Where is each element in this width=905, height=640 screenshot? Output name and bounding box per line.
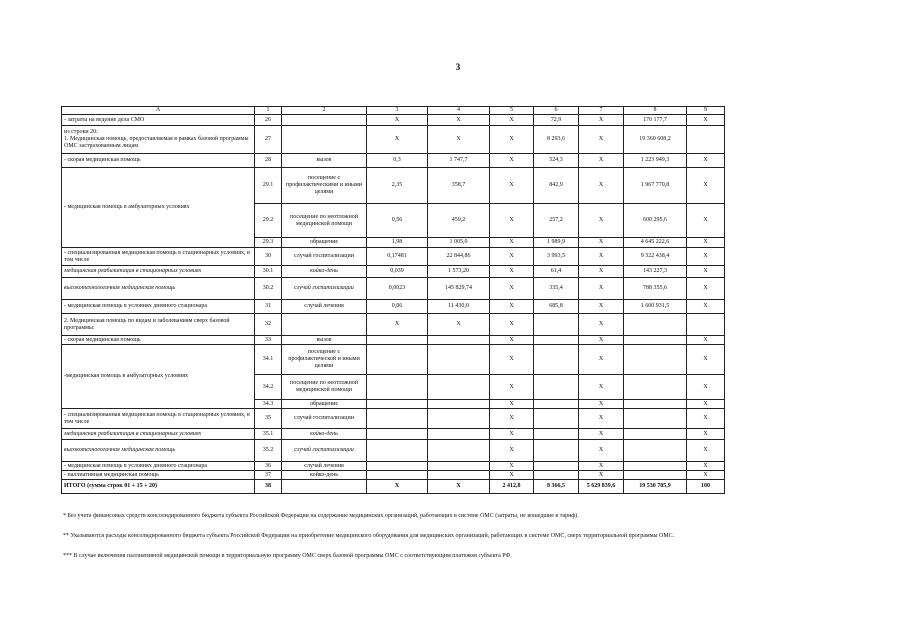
- row-number-cell: 28: [255, 154, 282, 168]
- value-cell-c7: Х: [579, 400, 624, 409]
- header-cell: 3: [367, 107, 428, 115]
- value-cell-c4: [428, 409, 490, 429]
- table-header-row: [62, 107, 725, 115]
- unit-cell: [282, 115, 367, 126]
- value-cell-c4: 1 005,0: [428, 238, 490, 248]
- value-cell-c7: Х: [579, 462, 624, 471]
- unit-cell: случай госпитализации: [282, 409, 367, 429]
- row-name-cell: медицинская реабилитация в стационарных условиях: [62, 429, 255, 440]
- value-cell-c9: Х: [687, 409, 725, 429]
- value-cell-c6: [534, 345, 579, 375]
- value-cell-c3: [367, 462, 428, 471]
- value-cell-c4: 22 844,86: [428, 248, 490, 266]
- row-name-cell: высокотехнологичная медицинская помощь: [62, 440, 255, 462]
- header-cell: 5: [490, 107, 534, 115]
- row-name-cell: - медицинская помощь в амбулаторных условиях: [62, 168, 255, 248]
- value-cell-c6: [534, 336, 579, 345]
- value-cell-c5: Х: [490, 278, 534, 300]
- value-cell-c6: [534, 409, 579, 429]
- value-cell-c3: Х: [367, 126, 428, 154]
- value-cell-c7: Х: [579, 375, 624, 400]
- value-cell-c7: Х: [579, 115, 624, 126]
- value-cell-c6: [534, 440, 579, 462]
- table-row: [62, 248, 725, 266]
- unit-cell: [282, 480, 367, 494]
- value-cell-c5: Х: [490, 409, 534, 429]
- unit-cell: обращение: [282, 400, 367, 409]
- value-cell-c4: [428, 345, 490, 375]
- value-cell-c3: [367, 345, 428, 375]
- value-cell-c9: Х: [687, 115, 725, 126]
- value-cell-c6: [534, 471, 579, 480]
- value-cell-c6: [534, 462, 579, 471]
- table-row: [62, 266, 725, 278]
- value-cell-c8: 19 360 608,2: [624, 126, 687, 154]
- value-cell-c5: Х: [490, 154, 534, 168]
- value-cell-c5: Х: [490, 115, 534, 126]
- value-cell-c8: [624, 375, 687, 400]
- value-cell-c4: 145 829,74: [428, 278, 490, 300]
- value-cell-c9: Х: [687, 429, 725, 440]
- value-cell-c7: Х: [579, 204, 624, 238]
- value-cell-c4: [428, 440, 490, 462]
- value-cell-c5: Х: [490, 204, 534, 238]
- footnote-3: *** В случае включения паллиативной медицинской помощи в территориальную программу ОМС сверх базовой программы ОМС с соответствующим платежом субъекта РФ.: [63, 553, 512, 559]
- value-cell-c7: Х: [579, 266, 624, 278]
- table-row: [62, 440, 725, 462]
- row-name-cell: - скорая медицинская помощь: [62, 336, 255, 345]
- value-cell-c3: 0,06: [367, 300, 428, 314]
- value-cell-c7: 5 629 839,6: [579, 480, 624, 494]
- value-cell-c6: 257,2: [534, 204, 579, 238]
- value-cell-c7: Х: [579, 278, 624, 300]
- value-cell-c8: [624, 314, 687, 336]
- value-cell-c8: [624, 429, 687, 440]
- value-cell-c8: 170 177,7: [624, 115, 687, 126]
- value-cell-c9: [687, 126, 725, 154]
- value-cell-c4: [428, 462, 490, 471]
- row-number-cell: 35: [255, 409, 282, 429]
- value-cell-c4: [428, 336, 490, 345]
- footnote-2: ** Указываются расходы консолидированного бюджета субъекта Российской Федерации на приобретение медицинского оборудования для медицинских организаций, работающих в системе ОМС, сверх территориальной программы ОМС.: [63, 533, 675, 539]
- row-name-cell: ИТОГО (сумма строк 01 + 15 + 20): [62, 480, 255, 494]
- row-number-cell: 32: [255, 314, 282, 336]
- value-cell-c8: [624, 462, 687, 471]
- value-cell-c9: Х: [687, 248, 725, 266]
- value-cell-c5: Х: [490, 248, 534, 266]
- value-cell-c9: Х: [687, 462, 725, 471]
- table-row: [62, 462, 725, 471]
- row-number-cell: 27: [255, 126, 282, 154]
- value-cell-c3: Х: [367, 314, 428, 336]
- cost-table: [61, 106, 725, 494]
- value-cell-c8: 1 600 931,5: [624, 300, 687, 314]
- header-cell: 1: [255, 107, 282, 115]
- row-number-cell: 35.1: [255, 429, 282, 440]
- value-cell-c7: Х: [579, 168, 624, 204]
- value-cell-c3: 2,35: [367, 168, 428, 204]
- unit-cell: случай лечения: [282, 300, 367, 314]
- value-cell-c6: 685,8: [534, 300, 579, 314]
- table-row: [62, 336, 725, 345]
- value-cell-c9: Х: [687, 375, 725, 400]
- value-cell-c3: Х: [367, 480, 428, 494]
- row-name-cell: - специализированная медицинская помощь в стационарных условиях, в том числе: [62, 409, 255, 429]
- value-cell-c9: Х: [687, 154, 725, 168]
- value-cell-c8: 19 530 785,9: [624, 480, 687, 494]
- table-row: [62, 429, 725, 440]
- value-cell-c7: Х: [579, 126, 624, 154]
- value-cell-c7: Х: [579, 345, 624, 375]
- unit-cell: посещение по неотложной медицинской помощи: [282, 204, 367, 238]
- value-cell-c7: Х: [579, 300, 624, 314]
- value-cell-c9: Х: [687, 400, 725, 409]
- value-cell-c3: [367, 471, 428, 480]
- value-cell-c7: Х: [579, 248, 624, 266]
- row-number-cell: 29.1: [255, 168, 282, 204]
- total-row: [62, 480, 725, 494]
- table-row: [62, 126, 725, 154]
- value-cell-c6: 1 989,9: [534, 238, 579, 248]
- value-cell-c7: Х: [579, 154, 624, 168]
- value-cell-c6: 3 993,5: [534, 248, 579, 266]
- value-cell-c5: 2 412,8: [490, 480, 534, 494]
- table-row: [62, 300, 725, 314]
- value-cell-c7: Х: [579, 336, 624, 345]
- value-cell-c4: Х: [428, 314, 490, 336]
- value-cell-c9: Х: [687, 300, 725, 314]
- value-cell-c6: [534, 429, 579, 440]
- header-cell: 9: [687, 107, 725, 115]
- unit-cell: случай госпитализации: [282, 248, 367, 266]
- header-cell: 4: [428, 107, 490, 115]
- value-cell-c8: [624, 440, 687, 462]
- row-number-cell: 37: [255, 471, 282, 480]
- value-cell-c4: [428, 471, 490, 480]
- value-cell-c6: 842,9: [534, 168, 579, 204]
- value-cell-c8: 143 227,3: [624, 266, 687, 278]
- value-cell-c5: Х: [490, 400, 534, 409]
- row-name-cell: -медицинская помощь в амбулаторных условиях: [62, 345, 255, 409]
- row-name-cell: - затраты на ведение дела СМО: [62, 115, 255, 126]
- value-cell-c8: [624, 409, 687, 429]
- value-cell-c3: 1,98: [367, 238, 428, 248]
- value-cell-c5: Х: [490, 462, 534, 471]
- row-number-cell: 30: [255, 248, 282, 266]
- value-cell-c9: Х: [687, 204, 725, 238]
- value-cell-c5: Х: [490, 336, 534, 345]
- value-cell-c5: Х: [490, 429, 534, 440]
- value-cell-c3: Х: [367, 115, 428, 126]
- unit-cell: вызов: [282, 154, 367, 168]
- value-cell-c7: Х: [579, 238, 624, 248]
- value-cell-c3: [367, 409, 428, 429]
- value-cell-c6: 72,9: [534, 115, 579, 126]
- value-cell-c9: Х: [687, 168, 725, 204]
- value-cell-c5: Х: [490, 375, 534, 400]
- row-number-cell: 34.2: [255, 375, 282, 400]
- row-number-cell: 30.2: [255, 278, 282, 300]
- table-body: [62, 107, 725, 494]
- value-cell-c4: 459,2: [428, 204, 490, 238]
- value-cell-c5: Х: [490, 168, 534, 204]
- row-number-cell: 38: [255, 480, 282, 494]
- row-number-cell: 36: [255, 462, 282, 471]
- value-cell-c6: 8 293,6: [534, 126, 579, 154]
- value-cell-c3: 0,3: [367, 154, 428, 168]
- value-cell-c8: 1 967 770,8: [624, 168, 687, 204]
- row-name-cell: - медицинская помощь в условиях дневного стационара: [62, 462, 255, 471]
- value-cell-c9: 100: [687, 480, 725, 494]
- unit-cell: случай госпитализации: [282, 278, 367, 300]
- value-cell-c4: 1 573,20: [428, 266, 490, 278]
- value-cell-c9: Х: [687, 238, 725, 248]
- value-cell-c8: [624, 400, 687, 409]
- value-cell-c8: 1 223 949,3: [624, 154, 687, 168]
- value-cell-c9: Х: [687, 336, 725, 345]
- value-cell-c9: Х: [687, 345, 725, 375]
- value-cell-c6: 524,3: [534, 154, 579, 168]
- row-name-cell: медицинская реабилитация в стационарных условиях: [62, 266, 255, 278]
- value-cell-c4: Х: [428, 115, 490, 126]
- table-row: [62, 278, 725, 300]
- header-cell: 2: [282, 107, 367, 115]
- unit-cell: [282, 314, 367, 336]
- header-cell: А: [62, 107, 255, 115]
- value-cell-c9: Х: [687, 440, 725, 462]
- row-name-cell: - паллиативная медицинская помощь: [62, 471, 255, 480]
- value-cell-c7: Х: [579, 471, 624, 480]
- value-cell-c6: 335,4: [534, 278, 579, 300]
- value-cell-c6: [534, 375, 579, 400]
- value-cell-c8: [624, 471, 687, 480]
- value-cell-c7: Х: [579, 314, 624, 336]
- row-number-cell: 31: [255, 300, 282, 314]
- value-cell-c5: Х: [490, 238, 534, 248]
- value-cell-c3: 0,0023: [367, 278, 428, 300]
- value-cell-c6: [534, 400, 579, 409]
- value-cell-c8: [624, 336, 687, 345]
- unit-cell: обращение: [282, 238, 367, 248]
- row-name-cell: высокотехнологичная медицинская помощь: [62, 278, 255, 300]
- value-cell-c3: 0,56: [367, 204, 428, 238]
- value-cell-c5: Х: [490, 314, 534, 336]
- row-name-cell: - медицинская помощь в условиях дневного стационара: [62, 300, 255, 314]
- value-cell-c9: [687, 314, 725, 336]
- row-name-cell: - специализированная медицинская помощь в стационарных условиях, в том числе: [62, 248, 255, 266]
- row-number-cell: 33: [255, 336, 282, 345]
- value-cell-c5: Х: [490, 300, 534, 314]
- table-row: [62, 409, 725, 429]
- header-cell: 7: [579, 107, 624, 115]
- value-cell-c3: [367, 440, 428, 462]
- value-cell-c3: [367, 375, 428, 400]
- unit-cell: посещение с профилактической и иными целями: [282, 345, 367, 375]
- value-cell-c5: Х: [490, 440, 534, 462]
- value-cell-c7: Х: [579, 440, 624, 462]
- unit-cell: койко-день: [282, 266, 367, 278]
- table-row: [62, 471, 725, 480]
- unit-cell: койко-день: [282, 471, 367, 480]
- value-cell-c3: [367, 336, 428, 345]
- value-cell-c7: Х: [579, 409, 624, 429]
- value-cell-c4: Х: [428, 480, 490, 494]
- value-cell-c4: [428, 400, 490, 409]
- row-number-cell: 34.1: [255, 345, 282, 375]
- value-cell-c9: Х: [687, 266, 725, 278]
- value-cell-c6: 61,4: [534, 266, 579, 278]
- table-row: [62, 115, 725, 126]
- value-cell-c8: 9 322 438,4: [624, 248, 687, 266]
- value-cell-c6: [534, 314, 579, 336]
- value-cell-c4: 1 747,7: [428, 154, 490, 168]
- unit-cell: койко-день: [282, 429, 367, 440]
- value-cell-c6: 8 366,5: [534, 480, 579, 494]
- value-cell-c5: Х: [490, 266, 534, 278]
- header-cell: 6: [534, 107, 579, 115]
- value-cell-c9: Х: [687, 471, 725, 480]
- table-row: [62, 345, 725, 375]
- value-cell-c7: Х: [579, 429, 624, 440]
- value-cell-c8: 4 645 222,6: [624, 238, 687, 248]
- unit-cell: случай лечения: [282, 462, 367, 471]
- value-cell-c8: 788 355,6: [624, 278, 687, 300]
- row-number-cell: 34.3: [255, 400, 282, 409]
- row-number-cell: 29.3: [255, 238, 282, 248]
- row-number-cell: 35.2: [255, 440, 282, 462]
- unit-cell: посещение по неотложной медицинской помощи: [282, 375, 367, 400]
- value-cell-c8: [624, 345, 687, 375]
- unit-cell: вызов: [282, 336, 367, 345]
- row-name-cell: - скорая медицинская помощь: [62, 154, 255, 168]
- row-number-cell: 30.1: [255, 266, 282, 278]
- value-cell-c4: 11 430,0: [428, 300, 490, 314]
- value-cell-c4: [428, 375, 490, 400]
- value-cell-c9: Х: [687, 278, 725, 300]
- unit-cell: случай госпитализации: [282, 440, 367, 462]
- header-cell: 8: [624, 107, 687, 115]
- value-cell-c4: 358,7: [428, 168, 490, 204]
- table-row: [62, 168, 725, 204]
- row-name-cell: из строки 20: 1. Медицинская помощь, предоставляемая в рамках базовой программы ОМС застрахованным лицам: [62, 126, 255, 154]
- value-cell-c3: 0,039: [367, 266, 428, 278]
- value-cell-c3: [367, 400, 428, 409]
- value-cell-c3: [367, 429, 428, 440]
- unit-cell: [282, 126, 367, 154]
- value-cell-c5: Х: [490, 471, 534, 480]
- value-cell-c5: Х: [490, 126, 534, 154]
- value-cell-c8: 600 295,6: [624, 204, 687, 238]
- row-number-cell: 29.2: [255, 204, 282, 238]
- unit-cell: посещение с профилактическими и иными целями: [282, 168, 367, 204]
- value-cell-c4: Х: [428, 126, 490, 154]
- table-row: [62, 314, 725, 336]
- row-number-cell: 26: [255, 115, 282, 126]
- value-cell-c5: Х: [490, 345, 534, 375]
- page-number: 3: [455, 62, 461, 72]
- row-name-cell: 2. Медицинская помощь по видам и заболеваниям сверх базовой программы:: [62, 314, 255, 336]
- table-row: [62, 154, 725, 168]
- footnote-1: * Без учета финансовых средств консолидированного бюджета субъекта Российской Федерации на содержание медицинских организаций, работающих в системе ОМС (затраты, не вошедшие в тариф).: [63, 513, 579, 519]
- value-cell-c3: 0,17481: [367, 248, 428, 266]
- value-cell-c4: [428, 429, 490, 440]
